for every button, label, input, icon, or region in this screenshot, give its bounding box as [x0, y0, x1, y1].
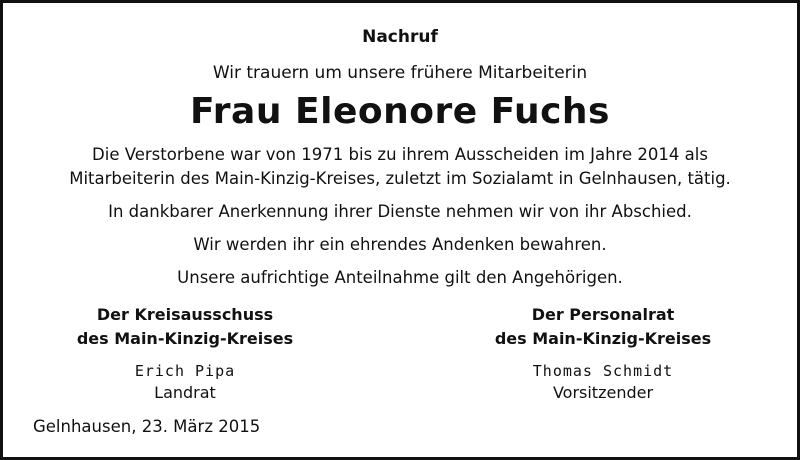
sympathy-line: Unsere aufrichtige Anteilnahme gilt den Angehörigen. — [177, 268, 623, 287]
signature-org-line: des Main-Kinzig-Kreises — [494, 329, 712, 348]
notice-body — [43, 143, 757, 290]
signature-org-line: Der Personalrat — [531, 305, 675, 324]
signatory — [433, 361, 773, 403]
signatory-title: Landrat — [154, 383, 216, 402]
deceased-name: Frau Eleonore Fuchs — [190, 91, 610, 132]
signature-block-left — [15, 303, 355, 403]
signature-block-right — [433, 303, 773, 403]
signatory — [15, 361, 355, 403]
place-and-date: Gelnhausen, 23. März 2015 — [33, 417, 261, 436]
signatory-name: Erich Pipa — [134, 362, 236, 380]
memory-line: Wir werden ihr ein ehrendes Andenken bewahren. — [193, 235, 607, 254]
signature-org-line: Der Kreisausschuss — [96, 305, 274, 324]
notice-intro: Wir trauern um unsere frühere Mitarbeiterin — [212, 63, 588, 83]
paragraph-line: Die Verstorbene war von 1971 bis zu ihrem Ausscheiden im Jahre 2014 als — [92, 145, 708, 164]
gratitude-line: In dankbarer Anerkennung ihrer Dienste nehmen wir von ihr Abschied. — [108, 202, 692, 221]
notice-heading: Nachruf — [362, 27, 438, 47]
signatory-name: Thomas Schmidt — [532, 362, 674, 380]
signatory-title: Vorsitzender — [552, 383, 654, 402]
paragraph-line: Mitarbeiterin des Main-Kinzig-Kreises, zuletzt im Sozialamt in Gelnhausen, tätig. — [69, 169, 731, 188]
signature-org-line: des Main-Kinzig-Kreises — [76, 329, 294, 348]
